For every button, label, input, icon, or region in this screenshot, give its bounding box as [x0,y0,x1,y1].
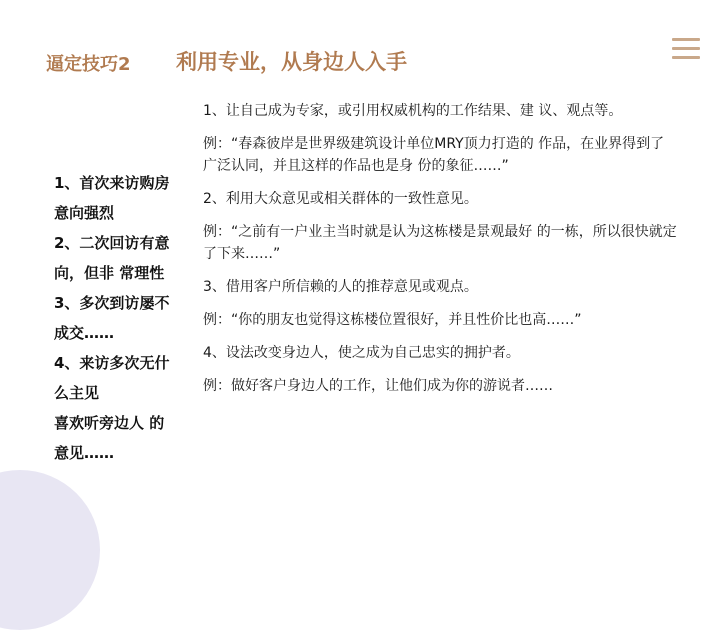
customer-type-4: 4、来访多次无什么主见 [54,354,170,402]
customer-type-2: 2、二次回访有意向，但非 常理性 [54,234,170,282]
customer-type-list [54,168,179,468]
example-1: 例：“春森彼岸是世界级建筑设计单位MRY顶力打造的 作品，在业界得到了广泛认同，并且这样的作品也是身 份的象征……” [203,136,665,174]
technique-3: 3、借用客户所信赖的人的推荐意见或观点。 [203,279,478,295]
hamburger-menu-icon[interactable] [672,38,700,66]
menu-bar-3 [672,56,700,59]
decorative-circle [0,470,100,630]
technique-2: 2、利用大众意见或相关群体的一致性意见。 [203,191,478,207]
customer-type-1: 1、首次来访购房意向强烈 [54,174,170,222]
example-2: 例：“之前有一户业主当时就是认为这栋楼是景观最好 的一栋，所以很快就定了下来……” [203,224,677,262]
technique-1: 1、让自己成为专家，或引用权威机构的工作结果、建 议、观点等。 [203,103,623,119]
page-title: 利用专业，从身边人入手 [176,50,407,74]
technique-4: 4、设法改变身边人，使之成为自己忠实的拥护者。 [203,345,520,361]
menu-bar-2 [672,47,700,50]
technique-content [203,100,678,408]
menu-bar-1 [672,38,700,41]
customer-type-5: 喜欢听旁边人 的意见…… [54,414,165,462]
customer-type-3: 3、多次到访屡不成交…… [54,294,170,342]
section-tag: 逼定技巧2 [46,54,131,75]
example-3: 例：“你的朋友也觉得这栋楼位置很好，并且性价比也高……” [203,312,582,328]
example-4: 例：做好客户身边人的工作，让他们成为你的游说者…… [203,378,553,394]
